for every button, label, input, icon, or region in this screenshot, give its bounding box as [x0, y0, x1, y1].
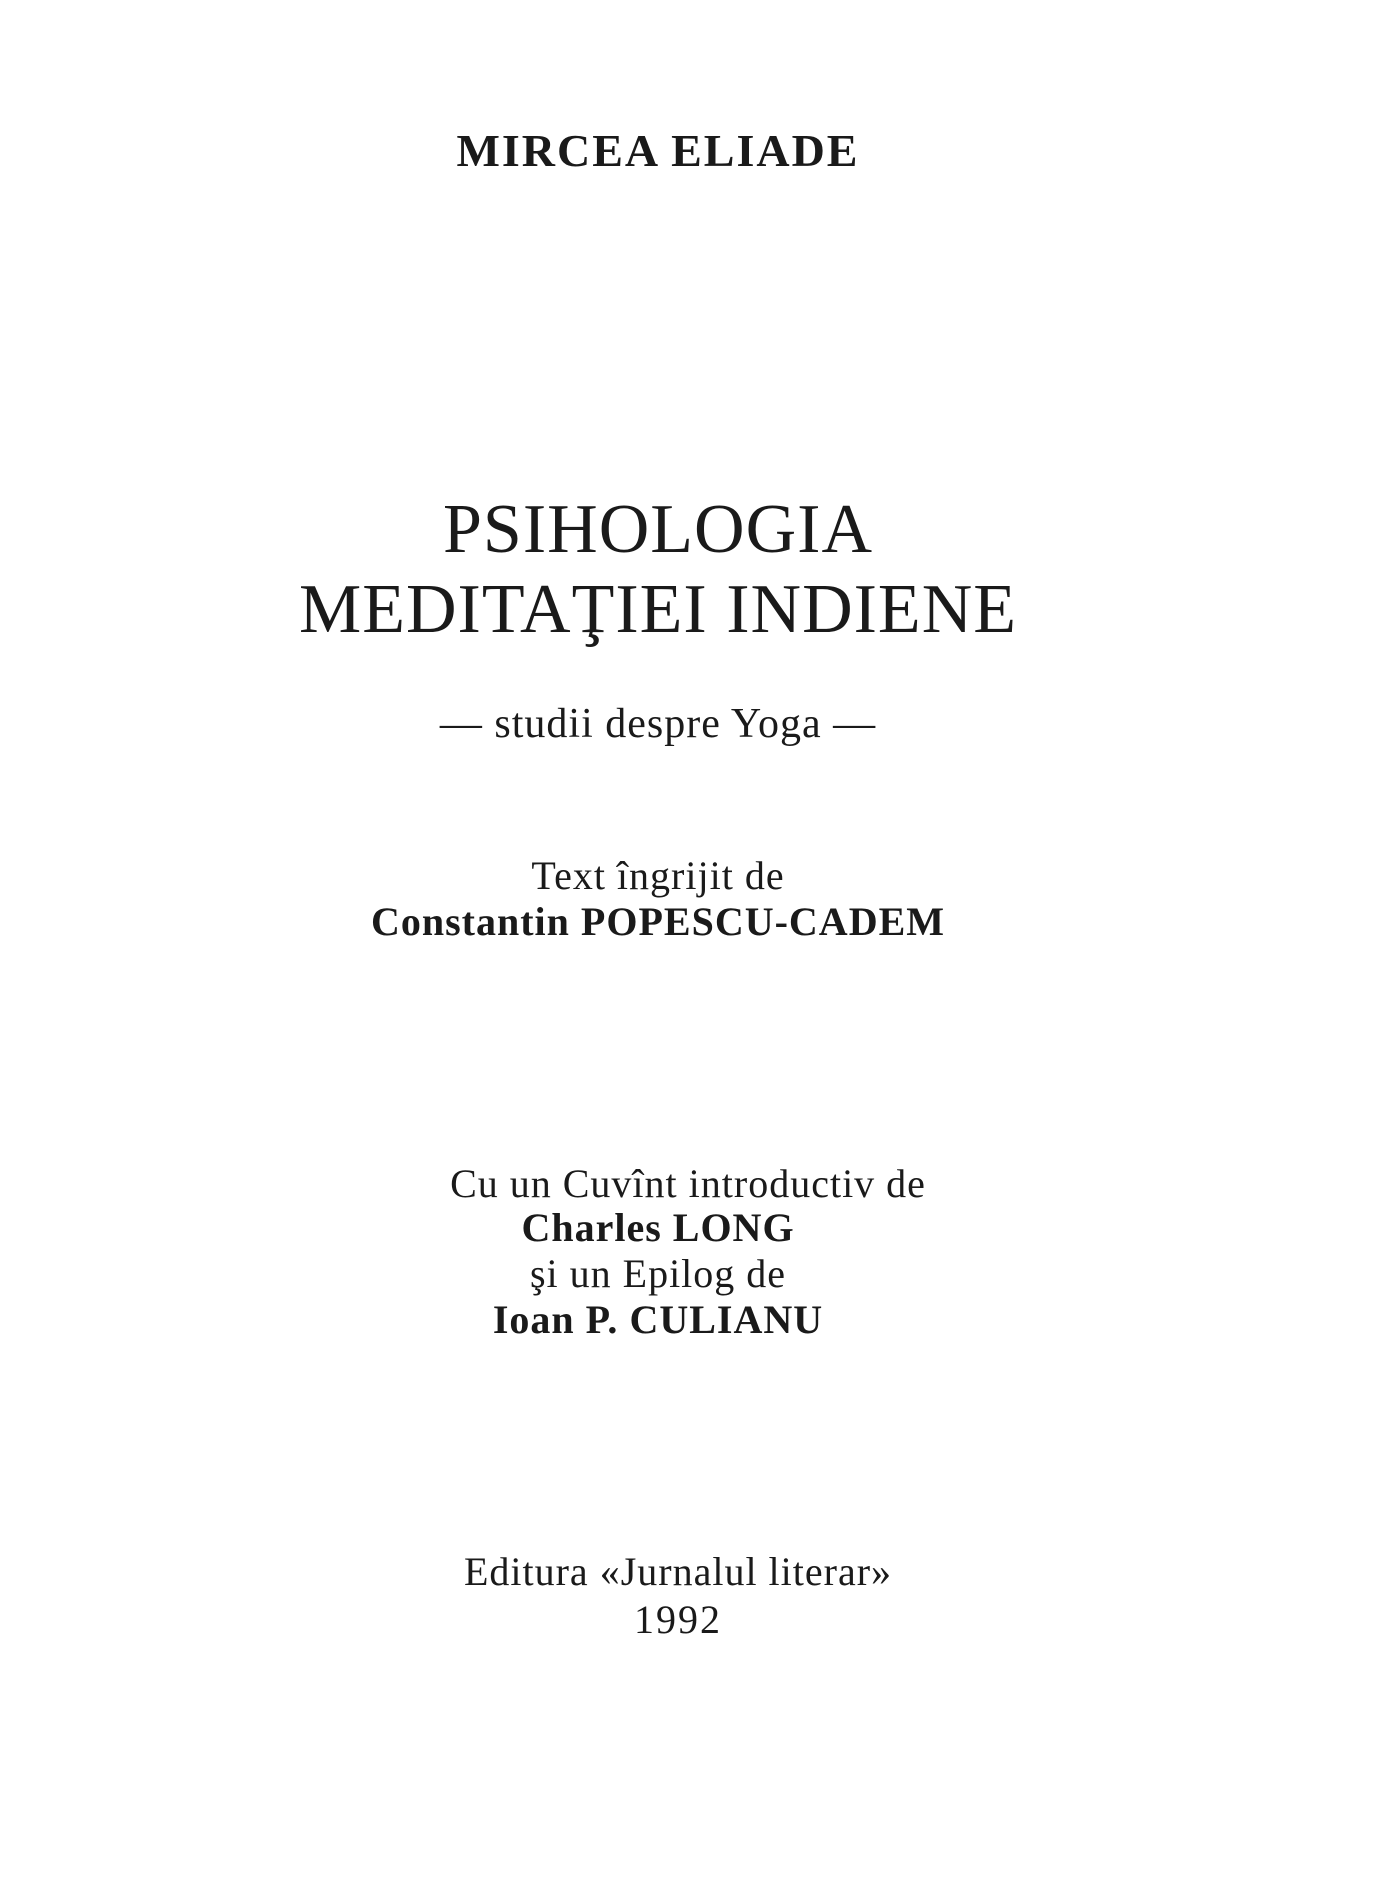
editor-name	[0, 898, 1376, 945]
book-title-line-2: MEDITAŢIEI INDIENE	[299, 571, 1017, 648]
editor-first-name: Constantin	[370, 899, 570, 944]
editor-last-name: POPESCU-CADEM	[580, 899, 946, 944]
epilog-last-name: CULIANU	[629, 1297, 824, 1342]
editor-label: Text îngrijit de	[531, 853, 785, 898]
intro-author: Charles LONG	[521, 1205, 795, 1250]
epilog-author	[0, 1296, 1376, 1343]
book-title-line-1: PSIHOLOGIA	[443, 491, 873, 568]
intro-label: Cu un Cuvînt introductiv de	[450, 1161, 926, 1206]
author-name: MIRCEA ELIADE	[456, 125, 860, 176]
publication-year: 1992	[634, 1597, 722, 1642]
epilog-label: şi un Epilog de	[529, 1251, 787, 1296]
publisher: Editura «Jurnalul literar»	[463, 1549, 893, 1594]
epilog-first-name: Ioan P.	[492, 1297, 619, 1342]
book-subtitle: — studii despre Yoga —	[439, 701, 877, 747]
